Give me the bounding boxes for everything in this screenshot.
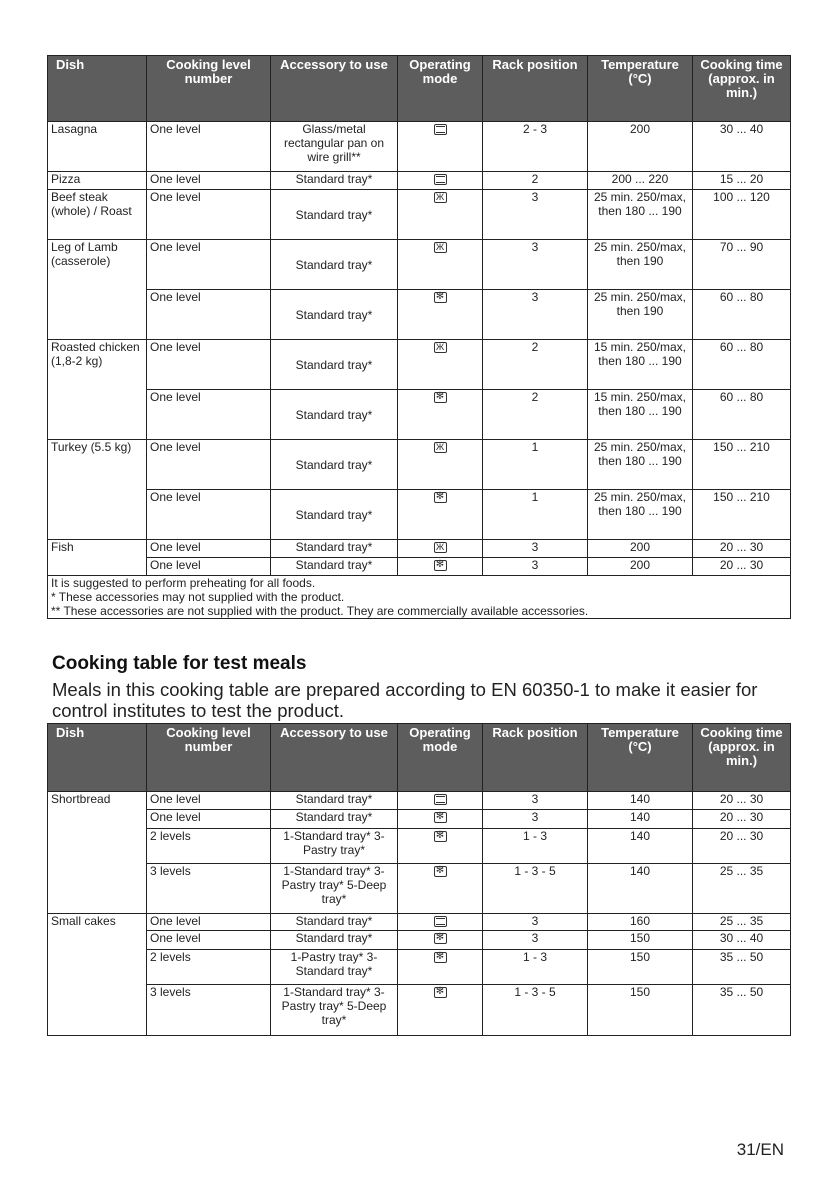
cell-temp: 15 min. 250/max, then 180 ... 190: [588, 340, 693, 390]
cell-level: One level: [147, 440, 271, 490]
cell-temp: 200: [588, 122, 693, 172]
cell-rack: 2: [483, 390, 588, 440]
cell-temp: 25 min. 250/max, then 190: [588, 240, 693, 290]
cell-time: 150 ... 210: [693, 490, 791, 540]
cell-mode: [398, 440, 483, 490]
cell-time: 60 ... 80: [693, 290, 791, 340]
cell-temp: 160: [588, 914, 693, 931]
cell-dish: Shortbread: [48, 792, 147, 914]
cell-rack: 3: [483, 240, 588, 290]
cell-accessory: Standard tray*: [271, 172, 398, 190]
cell-time: 70 ... 90: [693, 240, 791, 290]
top-bottom-heating-icon: [434, 174, 447, 185]
cell-rack: 1 - 3 - 5: [483, 864, 588, 914]
cell-rack: 1 - 3: [483, 829, 588, 864]
cell-time: 20 ... 30: [693, 558, 791, 576]
cell-temp: 200 ... 220: [588, 172, 693, 190]
grill-icon: [434, 342, 447, 353]
table-row: [48, 558, 791, 576]
notes-row: [48, 576, 791, 619]
cell-rack: 1 - 3: [483, 950, 588, 985]
cell-accessory: Standard tray*: [271, 390, 398, 440]
header-mode: Operating mode: [398, 724, 483, 792]
cell-dish: Turkey (5.5 kg): [48, 440, 147, 540]
cell-mode: [398, 122, 483, 172]
fan-grill-icon: [434, 560, 447, 571]
cell-accessory: Standard tray*: [271, 792, 398, 810]
cell-temp: 15 min. 250/max, then 180 ... 190: [588, 390, 693, 440]
cell-rack: 2: [483, 340, 588, 390]
cell-time: 25 ... 35: [693, 914, 791, 931]
cell-rack: 2: [483, 172, 588, 190]
table-row: [48, 122, 791, 172]
cell-level: One level: [147, 540, 271, 558]
fan-heating-icon: [434, 933, 447, 944]
cell-rack: 3: [483, 540, 588, 558]
cell-mode: [398, 829, 483, 864]
cell-level: One level: [147, 931, 271, 950]
table-row: [48, 540, 791, 558]
cell-temp: 25 min. 250/max, then 180 ... 190: [588, 190, 693, 240]
cell-dish: Fish: [48, 540, 147, 576]
table-row: [48, 440, 791, 490]
cell-level: One level: [147, 290, 271, 340]
cell-rack: 3: [483, 190, 588, 240]
cooking-table-1: [47, 55, 791, 619]
top-bottom-heating-icon: [434, 124, 447, 135]
cell-dish: Small cakes: [48, 914, 147, 1036]
top-bottom-heating-icon: [434, 916, 447, 927]
fan-grill-icon: [434, 392, 447, 403]
table-row: [48, 792, 791, 810]
cell-mode: [398, 914, 483, 931]
cell-accessory: Standard tray*: [271, 190, 398, 240]
cell-accessory: Standard tray*: [271, 490, 398, 540]
cooking-table-test-meals: [47, 723, 791, 1036]
cell-accessory: 1-Standard tray* 3-Pastry tray*: [271, 829, 398, 864]
note-double-star: ** These accessories are not supplied with the product. They are commercially available accessories.: [51, 604, 589, 618]
cell-level: One level: [147, 240, 271, 290]
table-row: [48, 190, 791, 240]
cell-temp: 140: [588, 829, 693, 864]
cell-temp: 25 min. 250/max, then 180 ... 190: [588, 440, 693, 490]
cell-mode: [398, 190, 483, 240]
cell-time: 20 ... 30: [693, 540, 791, 558]
table-row: [48, 340, 791, 390]
cell-accessory: Standard tray*: [271, 540, 398, 558]
header-time: Cooking time (approx. in min.): [693, 724, 791, 792]
cell-accessory: Standard tray*: [271, 240, 398, 290]
table-row: [48, 864, 791, 914]
cell-accessory: Standard tray*: [271, 914, 398, 931]
cell-level: One level: [147, 340, 271, 390]
header-time: Cooking time (approx. in min.): [693, 56, 791, 122]
cell-temp: 140: [588, 792, 693, 810]
cell-rack: 1: [483, 440, 588, 490]
cell-temp: 150: [588, 931, 693, 950]
cell-rack: 3: [483, 810, 588, 829]
cell-temp: 140: [588, 810, 693, 829]
cell-accessory: 1-Standard tray* 3-Pastry tray* 5-Deep tray*: [271, 985, 398, 1036]
table-row: [48, 810, 791, 829]
cell-mode: [398, 931, 483, 950]
table-row: [48, 490, 791, 540]
header-dish: Dish: [48, 724, 147, 792]
section-heading: Cooking table for test meals: [52, 653, 307, 674]
cell-time: 100 ... 120: [693, 190, 791, 240]
cell-rack: 3: [483, 558, 588, 576]
cell-time: 35 ... 50: [693, 950, 791, 985]
table-header-row: [48, 56, 791, 122]
grill-icon: [434, 242, 447, 253]
cell-dish: Roasted chicken (1,8-2 kg): [48, 340, 147, 440]
header-temp: Temperature (°C): [588, 724, 693, 792]
fan-heating-icon: [434, 831, 447, 842]
note-preheating: It is suggested to perform preheating for all foods.: [51, 576, 316, 590]
cell-time: 35 ... 50: [693, 985, 791, 1036]
cell-mode: [398, 558, 483, 576]
table-row: [48, 931, 791, 950]
cell-dish: Lasagna: [48, 122, 147, 172]
table-header-row: [48, 724, 791, 792]
cell-temp: 200: [588, 540, 693, 558]
cell-temp: 25 min. 250/max, then 190: [588, 290, 693, 340]
header-level: Cooking level number: [147, 724, 271, 792]
cell-level: One level: [147, 810, 271, 829]
fan-grill-icon: [434, 292, 447, 303]
table-row: [48, 829, 791, 864]
cell-mode: [398, 340, 483, 390]
cell-accessory: Standard tray*: [271, 558, 398, 576]
cell-mode: [398, 864, 483, 914]
cell-mode: [398, 985, 483, 1036]
cell-time: 60 ... 80: [693, 340, 791, 390]
cell-level: One level: [147, 122, 271, 172]
table-row: [48, 172, 791, 190]
table-row: [48, 240, 791, 290]
top-bottom-heating-icon: [434, 794, 447, 805]
cell-temp: 200: [588, 558, 693, 576]
cell-rack: 3: [483, 792, 588, 810]
cell-temp: 150: [588, 985, 693, 1036]
cell-accessory: 1-Standard tray* 3-Pastry tray* 5-Deep tray*: [271, 864, 398, 914]
cell-level: One level: [147, 172, 271, 190]
cell-level: One level: [147, 190, 271, 240]
cell-rack: 3: [483, 914, 588, 931]
cell-mode: [398, 390, 483, 440]
grill-icon: [434, 192, 447, 203]
header-temp: Temperature (°C): [588, 56, 693, 122]
cell-accessory: Standard tray*: [271, 440, 398, 490]
cell-level: One level: [147, 558, 271, 576]
cell-accessory: Standard tray*: [271, 931, 398, 950]
fan-grill-icon: [434, 492, 447, 503]
cell-mode: [398, 290, 483, 340]
header-dish: Dish: [48, 56, 147, 122]
cell-time: 150 ... 210: [693, 440, 791, 490]
cell-time: 60 ... 80: [693, 390, 791, 440]
cell-mode: [398, 950, 483, 985]
cell-time: 20 ... 30: [693, 829, 791, 864]
cell-temp: 140: [588, 864, 693, 914]
grill-icon: [434, 542, 447, 553]
cell-mode: [398, 810, 483, 829]
table-row: [48, 950, 791, 985]
cell-mode: [398, 792, 483, 810]
fan-heating-icon: [434, 987, 447, 998]
cell-level: One level: [147, 390, 271, 440]
cell-dish: Beef steak (whole) / Roast: [48, 190, 147, 240]
header-level: Cooking level number: [147, 56, 271, 122]
cell-accessory: Glass/metal rectangular pan on wire grill**: [271, 122, 398, 172]
cell-accessory: Standard tray*: [271, 340, 398, 390]
table-row: [48, 390, 791, 440]
header-rack: Rack position: [483, 724, 588, 792]
cell-level: 2 levels: [147, 829, 271, 864]
cell-accessory: 1-Pastry tray* 3-Standard tray*: [271, 950, 398, 985]
cell-mode: [398, 240, 483, 290]
fan-heating-icon: [434, 812, 447, 823]
table-row: [48, 914, 791, 931]
section-intro: Meals in this cooking table are prepared according to EN 60350-1 to make it easier for control institutes to test the product.: [52, 679, 758, 721]
cell-level: 3 levels: [147, 864, 271, 914]
cell-level: One level: [147, 914, 271, 931]
cell-time: 15 ... 20: [693, 172, 791, 190]
header-rack: Rack position: [483, 56, 588, 122]
cell-level: 2 levels: [147, 950, 271, 985]
cell-time: 20 ... 30: [693, 792, 791, 810]
cell-accessory: Standard tray*: [271, 290, 398, 340]
cell-mode: [398, 172, 483, 190]
cell-time: 30 ... 40: [693, 931, 791, 950]
note-single-star: * These accessories may not supplied with the product.: [51, 590, 345, 604]
cell-temp: 150: [588, 950, 693, 985]
fan-heating-icon: [434, 952, 447, 963]
cell-rack: 3: [483, 290, 588, 340]
cell-mode: [398, 490, 483, 540]
table-row: [48, 985, 791, 1036]
cell-rack: 3: [483, 931, 588, 950]
cell-time: 25 ... 35: [693, 864, 791, 914]
header-accessory: Accessory to use: [271, 56, 398, 122]
cell-level: 3 levels: [147, 985, 271, 1036]
cell-level: One level: [147, 792, 271, 810]
fan-heating-icon: [434, 866, 447, 877]
cell-mode: [398, 540, 483, 558]
cell-dish: Leg of Lamb (casserole): [48, 240, 147, 340]
cell-rack: 1: [483, 490, 588, 540]
cell-time: 20 ... 30: [693, 810, 791, 829]
cell-rack: 2 - 3: [483, 122, 588, 172]
grill-icon: [434, 442, 447, 453]
table-row: [48, 290, 791, 340]
cell-time: 30 ... 40: [693, 122, 791, 172]
table-notes: [48, 576, 791, 619]
header-mode: Operating mode: [398, 56, 483, 122]
cell-dish: Pizza: [48, 172, 147, 190]
page-number: 31/EN: [736, 1140, 784, 1159]
header-accessory: Accessory to use: [271, 724, 398, 792]
cell-rack: 1 - 3 - 5: [483, 985, 588, 1036]
cell-temp: 25 min. 250/max, then 180 ... 190: [588, 490, 693, 540]
cell-level: One level: [147, 490, 271, 540]
cell-accessory: Standard tray*: [271, 810, 398, 829]
